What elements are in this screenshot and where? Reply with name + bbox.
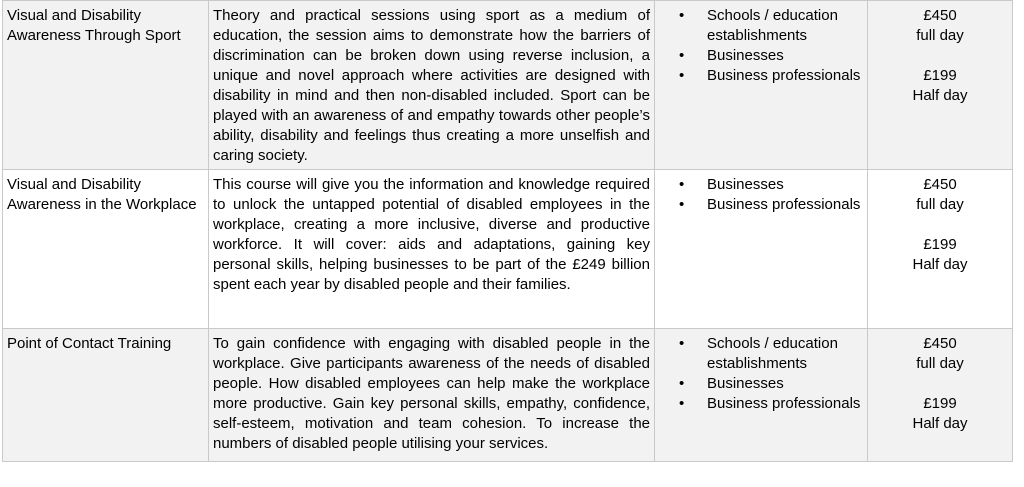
price-half: £199 xyxy=(923,236,957,253)
price-full: £450 xyxy=(923,176,957,193)
course-description: Theory and practical sessions using sport as a medium of education, the session aims to demonstrate how the barriers of discrimination can be broken down using reverse inclusion, a unique and novel approach where activities are designed with disability in mind and then non-disabled included. Sport can be played with an awareness of and empathy towards other people’s ability, disability and feelings thus creating a more unselfish and caring society. xyxy=(209,1,655,170)
course-description: To gain confidence with engaging with disabled people in the workplace. Give participants awareness of the needs of disabled people. How disabled employees can help make the workplace more productive. Gain key personal skills, empathy, confidence, self-esteem, motivation and team cohesion. To increase the numbers of disabled people utilising your services. xyxy=(209,329,655,462)
audience-label: Businesses xyxy=(707,176,784,193)
bullet-icon: • xyxy=(679,176,685,193)
bullet-icon: • xyxy=(679,67,685,84)
audience-label: Business professionals xyxy=(707,196,861,213)
audience-label: Schools / education establishments xyxy=(707,335,838,372)
audience-label: Schools / education establishments xyxy=(707,7,838,44)
list-item xyxy=(659,175,863,195)
audience-label: Businesses xyxy=(707,47,784,64)
audience-label: Business professionals xyxy=(707,67,861,84)
course-title: Point of Contact Training xyxy=(3,329,209,462)
audience-cell xyxy=(655,1,868,170)
audience-cell xyxy=(655,329,868,462)
price-cell xyxy=(868,170,1013,329)
price-cell xyxy=(868,329,1013,462)
price-half: £199 xyxy=(923,395,957,412)
price-cell xyxy=(868,1,1013,170)
table-row xyxy=(3,170,1013,329)
bullet-icon: • xyxy=(679,395,685,412)
bullet-icon: • xyxy=(679,196,685,213)
list-item xyxy=(659,374,863,394)
course-description: This course will give you the information and knowledge required to unlock the untapped potential of disabled employees in the workplace, creating a more inclusive, diverse and productive workforce. It will cover: aids and adaptations, gaining key personal skills, helping businesses to be part of the £249 billion spent each year by disabled people and their families. xyxy=(209,170,655,329)
bullet-icon: • xyxy=(679,47,685,64)
table-row xyxy=(3,329,1013,462)
course-title: Visual and Disability Awareness in the Workplace xyxy=(3,170,209,329)
audience-list xyxy=(659,175,863,215)
courses-table xyxy=(2,0,1013,462)
bullet-icon: • xyxy=(679,335,685,352)
price-half-label: Half day xyxy=(912,415,968,432)
audience-list xyxy=(659,6,863,86)
price-half-label: Half day xyxy=(912,87,968,104)
audience-label: Businesses xyxy=(707,375,784,392)
audience-list xyxy=(659,334,863,414)
price-full-label: full day xyxy=(916,196,964,213)
audience-label: Business professionals xyxy=(707,395,861,412)
bullet-icon: • xyxy=(679,375,685,392)
price-half-label: Half day xyxy=(912,256,968,273)
price-half: £199 xyxy=(923,67,957,84)
audience-cell xyxy=(655,170,868,329)
course-title: Visual and Disability Awareness Through Sport xyxy=(3,1,209,170)
list-item xyxy=(659,46,863,66)
price-full-label: full day xyxy=(916,355,964,372)
price-full: £450 xyxy=(923,335,957,352)
list-item xyxy=(659,6,863,46)
table-row xyxy=(3,1,1013,170)
bullet-icon: • xyxy=(679,7,685,24)
list-item xyxy=(659,66,863,86)
list-item xyxy=(659,334,863,374)
list-item xyxy=(659,394,863,414)
list-item xyxy=(659,195,863,215)
price-full-label: full day xyxy=(916,27,964,44)
price-full: £450 xyxy=(923,7,957,24)
